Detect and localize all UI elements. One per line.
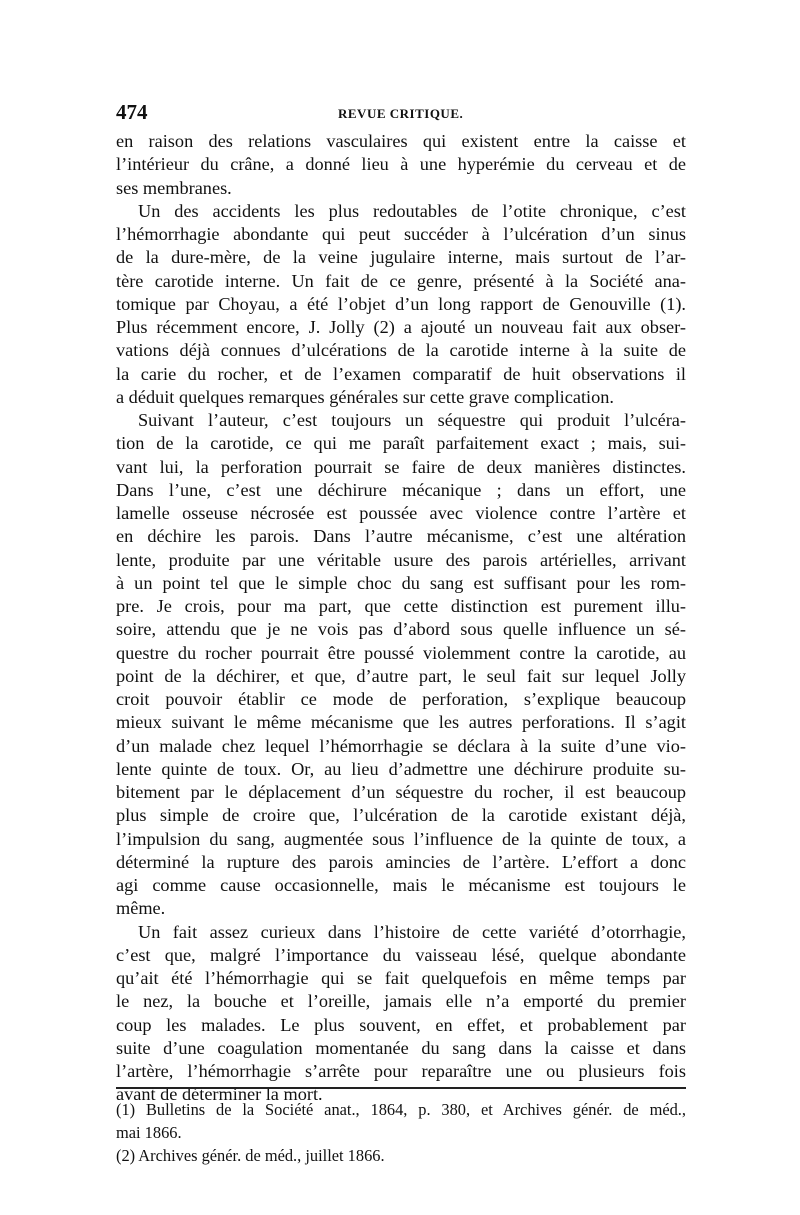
text-line: même.	[116, 898, 166, 919]
text-line: l’hémorrhagie abondante qui peut succéder à l’ulcération d’un sinus	[116, 224, 686, 244]
page-number: 474	[116, 100, 148, 124]
text-line: l’impulsion du sang, augmentée sous l’influence de la quinte de toux, a	[116, 828, 686, 849]
text-line: tion de la carotide, ce qui me paraît parfaitement exact ; mais, sui-	[116, 433, 686, 454]
text-line: lamelle osseuse nécrosée est poussée avec violence contre l’artère et	[116, 503, 686, 523]
text-line: qu’ait été l’hémorrhagie qui se fait quelquefois en même temps par	[116, 968, 686, 988]
footnotes	[116, 1098, 686, 1167]
text-line: à un point tel que le simple choc du sang est suffisant pour les rom-	[116, 572, 686, 593]
footnote-line: (2) Archives génér. de méd., juillet 1866.	[116, 1146, 385, 1165]
text-line: lente quinte de toux. Or, au lieu d’admettre une déchirure produite su-	[116, 758, 686, 779]
text-line: de la dure-mère, de la veine jugulaire interne, mais surtout de l’ar-	[116, 247, 686, 268]
text-line: coup les malades. Le plus souvent, en effet, et probablement par	[116, 1014, 686, 1035]
text-line: agi comme cause occasionnelle, mais le mécanisme est toujours le	[116, 875, 686, 895]
text-line: questre du rocher pourrait être poussé violemment contre la carotide, au	[116, 642, 686, 663]
footnote-rule	[116, 1087, 686, 1089]
page-header	[116, 100, 686, 130]
text-line: pre. Je crois, pour ma part, que cette distinction est purement illu-	[116, 596, 686, 616]
text-line: Plus récemment encore, J. Jolly (2) a ajouté un nouveau fait aux obser-	[116, 317, 686, 337]
text-line: en déchire les parois. Dans l’autre mécanisme, c’est une altération	[116, 526, 686, 547]
text-line: tère carotide interne. Un fait de ce genre, présenté à la Société ana-	[116, 270, 686, 291]
footnote-line: mai 1866.	[116, 1123, 182, 1142]
text-line: suite d’une coagulation momentanée du sang dans la caisse et dans	[116, 1037, 686, 1058]
text-line: c’est que, malgré l’importance du vaisseau lésé, quelque abondante	[116, 944, 686, 965]
text-line: a déduit quelques remarques générales sur cette grave complication.	[116, 386, 614, 407]
text-line: Dans l’une, c’est une déchirure mécanique ; dans un effort, une	[116, 479, 686, 500]
text-line: mieux suivant le même mécanisme que les autres perforations. Il s’agit	[116, 712, 686, 733]
text-line: l’artère, l’hémorrhagie s’arrête pour reparaître une ou plusieurs fois	[116, 1061, 686, 1081]
text-line: tomique par Choyau, a été l’objet d’un long rapport de Genouville (1).	[116, 293, 686, 314]
text-line: ses membranes.	[116, 177, 232, 198]
text-line: d’un malade chez lequel l’hémorrhagie se déclara à la suite d’une vio-	[116, 735, 686, 756]
text-line: avant de déterminer la mort.	[116, 1084, 323, 1105]
text-line: vant lui, la perforation pourrait se faire de deux manières distinctes.	[116, 456, 686, 477]
text-line: la carie du rocher, et de l’examen comparatif de huit observations il	[116, 363, 686, 384]
text-line: bitement par le déplacement d’un séquestre du rocher, il est beaucoup	[116, 782, 686, 802]
text-line: croit pouvoir établir ce mode de perforation, s’explique beaucoup	[116, 689, 686, 709]
running-title: REVUE CRITIQUE.	[338, 106, 464, 121]
text-line: vations déjà connues d’ulcérations de la carotide interne à la suite de	[116, 340, 686, 361]
text-line: lente, produite par une véritable usure des parois artérielles, arrivant	[116, 549, 686, 570]
text-line: point de la déchirer, et que, d’autre part, le seul fait sur lequel Jolly	[116, 665, 686, 686]
text-line: soire, attendu que je ne vois pas d’abord sous quelle influence un sé-	[116, 619, 686, 640]
footnote-line: (1) Bulletins de la Société anat., 1864, p. 380, et Archives génér. de méd.,	[116, 1100, 686, 1119]
text-line: Un fait assez curieux dans l’histoire de cette variété d’otorrhagie,	[138, 921, 686, 942]
text-line: déterminé la rupture des parois amincies de l’artère. L’effort a donc	[116, 851, 686, 872]
text-line: en raison des relations vasculaires qui existent entre la caisse et	[116, 131, 686, 151]
text-line: Un des accidents les plus redoutables de l’otite chronique, c’est	[138, 200, 686, 221]
text-line: Suivant l’auteur, c’est toujours un séquestre qui produit l’ulcéra-	[138, 410, 686, 430]
text-line: le nez, la bouche et l’oreille, jamais elle n’a emporté du premier	[116, 991, 686, 1012]
text-line: plus simple de croire que, l’ulcération de la carotide existant déjà,	[116, 805, 686, 826]
body-text	[116, 130, 686, 1107]
text-line: l’intérieur du crâne, a donné lieu à une hyperémie du cerveau et de	[116, 154, 686, 175]
